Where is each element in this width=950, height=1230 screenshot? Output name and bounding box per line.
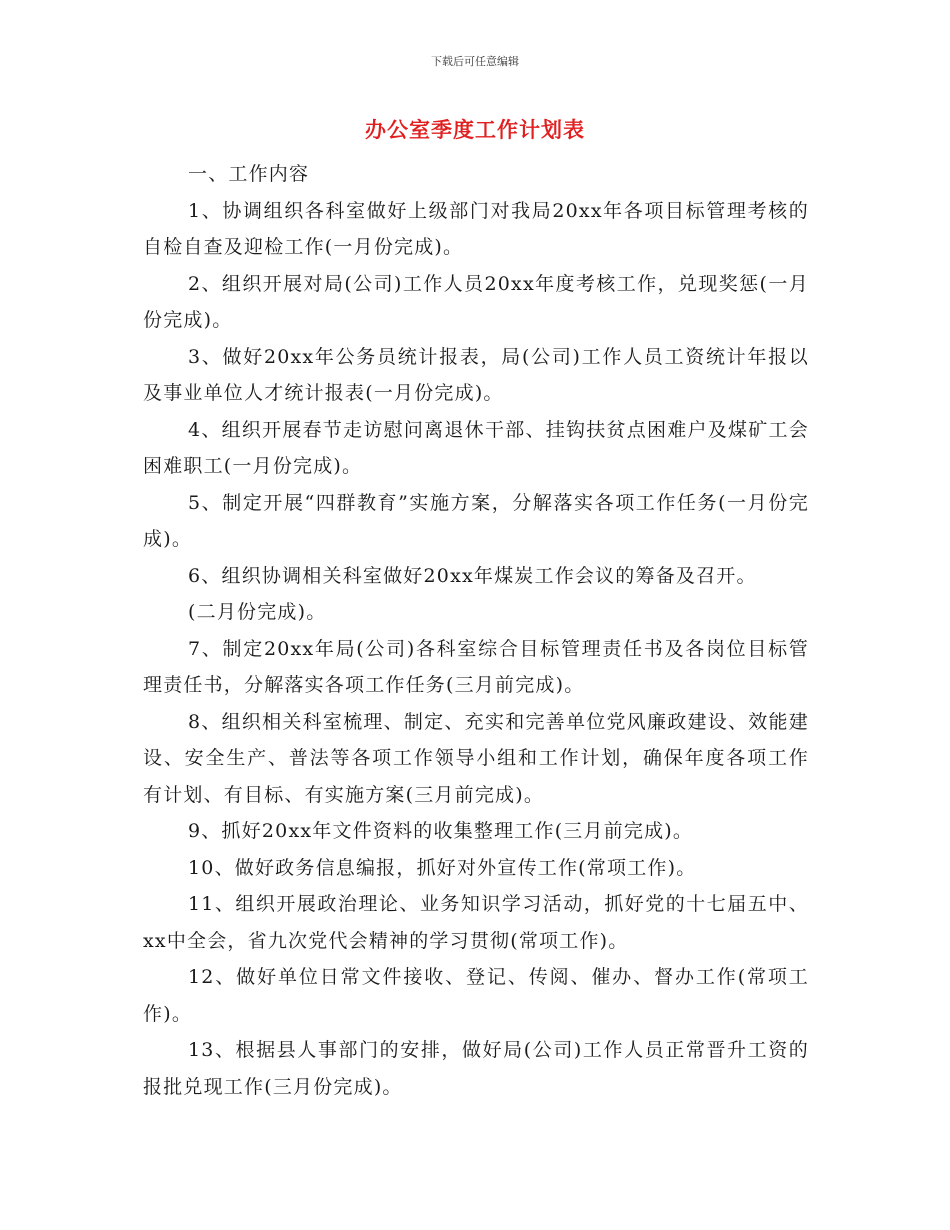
list-item: 6、组织协调相关科室做好20xx年煤炭工作会议的筹备及召开。 (188, 564, 757, 587)
document-title: 办公室季度工作计划表 (365, 118, 585, 142)
list-item: 3、做好20xx年公务员统计报表，局(公司)工作人员工资统计年报以及事业单位人才统计报表(一月份完成)。 (143, 345, 809, 404)
list-item: 8、组织相关科室梳理、制定、充实和完善单位党风廉政建设、效能建设、安全生产、普法等各项工作领导小组和工作计划，确保年度各项工作有计划、有目标、有实施方案(三月前完成)。 (143, 710, 809, 806)
list-item: 9、抓好20xx年文件资料的收集整理工作(三月前完成)。 (188, 820, 694, 842)
list-item: 7、制定20xx年局(公司)各科室综合目标管理责任书及各岗位目标管理责任书，分解落实各项工作任务(三月前完成)。 (143, 637, 809, 696)
list-item: 12、做好单位日常文件接收、登记、传阅、催办、督办工作(常项工作)。 (143, 966, 809, 1025)
section-heading: 一、工作内容 (188, 163, 310, 185)
list-item: 1、协调组织各科室做好上级部门对我局20xx年各项目标管理考核的自检自查及迎检工作(一月份完成)。 (143, 199, 809, 258)
header-note: 下载后可任意编辑 (431, 55, 519, 68)
document-body (143, 156, 809, 1105)
list-item: 2、组织开展对局(公司)工作人员20xx年度考核工作，兑现奖惩(一月份完成)。 (143, 272, 809, 331)
list-item: (二月份完成)。 (188, 601, 327, 623)
list-item: 11、组织开展政治理论、业务知识学习活动，抓好党的十七届五中、xx中全会，省九次党代会精神的学习贯彻(常项工作)。 (143, 893, 809, 952)
list-item: 13、根据县人事部门的安排，做好局(公司)工作人员正常晋升工资的报批兑现工作(三月份完成)。 (143, 1039, 809, 1098)
list-item: 5、制定开展“四群教育”实施方案，分解落实各项工作任务(一月份完成)。 (143, 491, 809, 550)
list-item: 4、组织开展春节走访慰问离退休干部、挂钩扶贫点困难户及煤矿工会困难职工(一月份完成)。 (143, 418, 809, 477)
list-item: 10、做好政务信息编报，抓好对外宣传工作(常项工作)。 (188, 856, 697, 879)
